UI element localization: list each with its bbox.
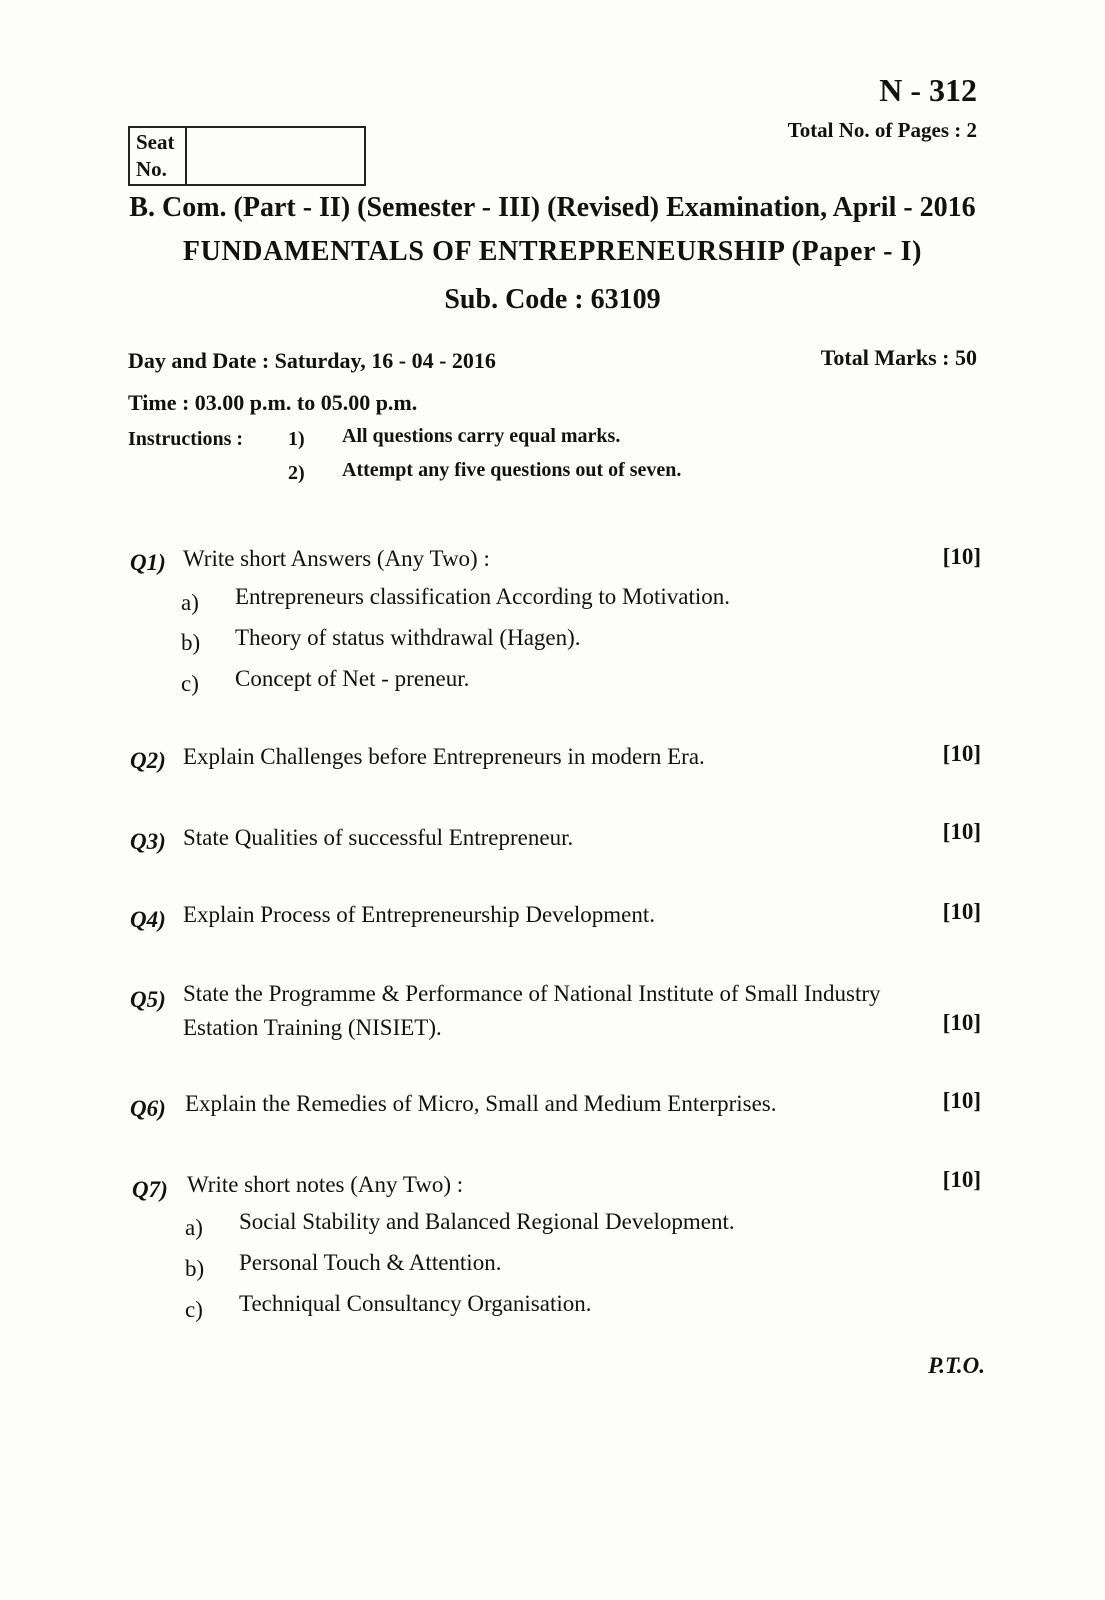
instruction-number: 1): [288, 428, 305, 450]
sub-question-letter: b): [185, 1256, 205, 1281]
sub-question-letter: a): [181, 590, 199, 615]
question-text-continued: Estation Training (NISIET).: [183, 1015, 442, 1040]
day-and-date: Day and Date : Saturday, 16 - 04 - 2016: [128, 348, 496, 373]
sub-question-letter: c): [181, 671, 199, 696]
instructions-label: Instructions :: [128, 428, 244, 450]
question-text: Explain Process of Entrepreneurship Development.: [183, 902, 656, 927]
total-marks: Total Marks : 50: [820, 345, 977, 370]
question-number: Q3): [130, 829, 166, 854]
sub-question-text: Theory of status withdrawal (Hagen).: [235, 625, 581, 650]
question-text: State the Programme & Performance of National Institute of Small Industry: [183, 981, 881, 1006]
sub-question-letter: b): [181, 630, 201, 655]
seat-number-box: [128, 126, 366, 186]
question-text: Explain the Remedies of Micro, Small and Medium Enterprises.: [185, 1091, 777, 1116]
total-pages: Total No. of Pages : 2: [787, 118, 977, 142]
question-marks: [10]: [942, 1010, 981, 1035]
sub-question-text: Techniqual Consultancy Organisation.: [239, 1291, 592, 1316]
question-marks: [10]: [942, 544, 981, 569]
seat-label-line1: Seat: [136, 130, 175, 154]
question-marks: [10]: [942, 1167, 981, 1192]
question-marks: [10]: [942, 899, 981, 924]
question-number: Q5): [130, 987, 166, 1012]
question-number: Q7): [132, 1177, 168, 1202]
seat-label-line2: No.: [136, 157, 167, 181]
please-turn-over: P.T.O.: [928, 1353, 985, 1378]
sub-question-text: Social Stability and Balanced Regional Development.: [239, 1209, 735, 1234]
question-text: Write short Answers (Any Two) :: [183, 546, 490, 571]
sub-question-text: Concept of Net - preneur.: [235, 666, 470, 691]
instruction-number: 2): [288, 462, 305, 484]
sub-question-text: Personal Touch & Attention.: [239, 1250, 502, 1275]
question-marks: [10]: [942, 819, 981, 844]
question-number: Q2): [130, 748, 166, 773]
question-text: Write short notes (Any Two) :: [187, 1172, 464, 1197]
instruction-text: Attempt any five questions out of seven.: [342, 459, 682, 481]
seat-number-field[interactable]: [187, 128, 364, 184]
subject-code: Sub. Code : 63109: [444, 284, 661, 315]
seat-label: [130, 128, 187, 184]
question-number: Q6): [130, 1096, 166, 1121]
question-number: Q4): [130, 907, 166, 932]
subject-title: FUNDAMENTALS OF ENTREPRENEURSHIP (Paper - I): [182, 236, 923, 267]
instruction-text: All questions carry equal marks.: [342, 425, 621, 447]
question-text: Explain Challenges before Entrepreneurs in modern Era.: [183, 744, 705, 769]
question-marks: [10]: [942, 1088, 981, 1113]
question-text: State Qualities of successful Entrepreneur.: [183, 825, 574, 850]
exam-time: Time : 03.00 p.m. to 05.00 p.m.: [128, 390, 418, 415]
sub-question-letter: a): [185, 1215, 203, 1240]
sub-question-letter: c): [185, 1297, 203, 1322]
paper-code: N - 312: [879, 72, 977, 108]
question-number: Q1): [130, 550, 166, 575]
sub-question-text: Entrepreneurs classification According to Motivation.: [235, 584, 731, 609]
question-marks: [10]: [942, 741, 981, 766]
exam-title: B. Com. (Part - II) (Semester - III) (Revised) Examination, April - 2016: [129, 192, 976, 223]
